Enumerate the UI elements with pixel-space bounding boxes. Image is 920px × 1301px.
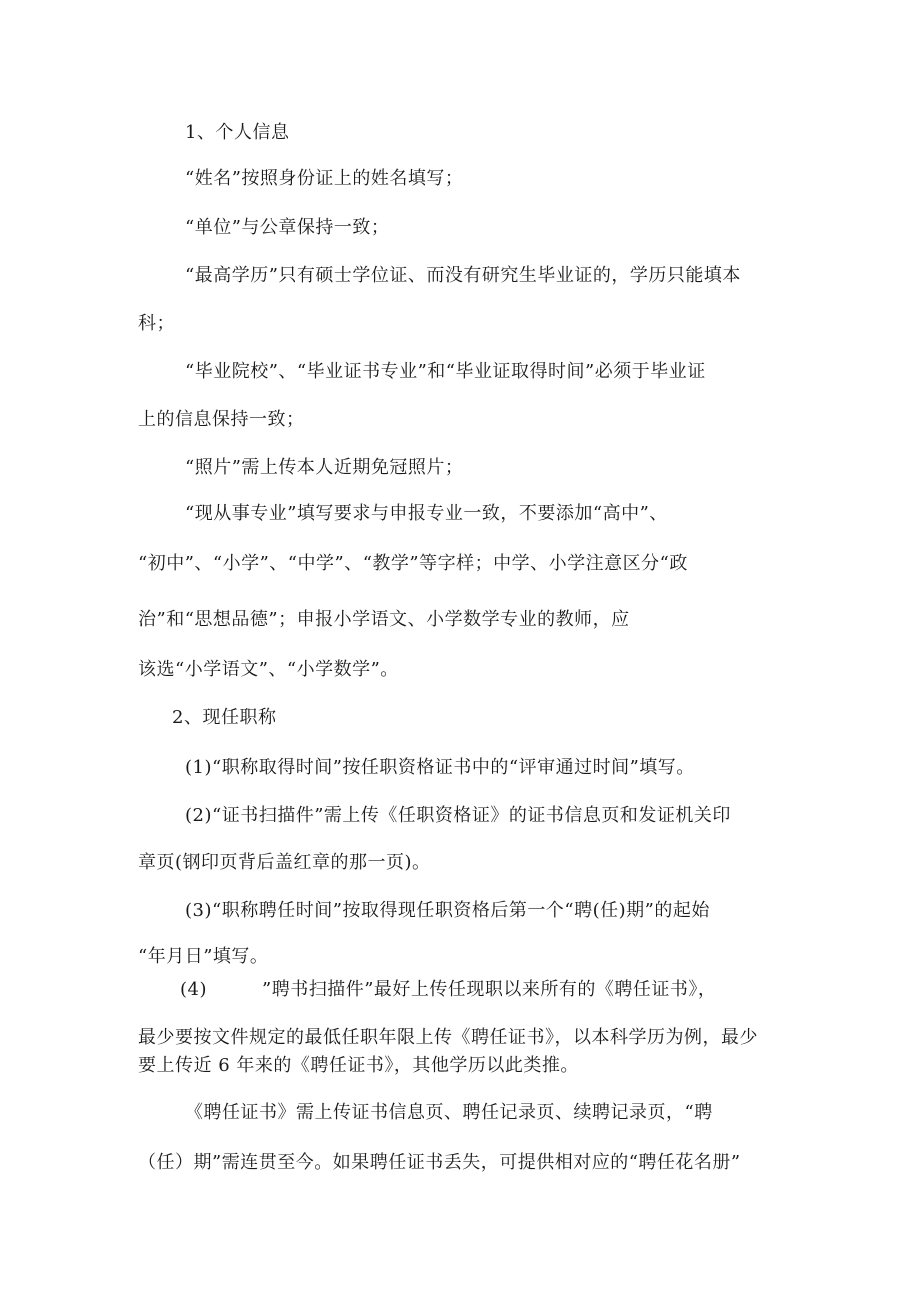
paragraph-major-line1: “现从事专业”填写要求与申报专业一致，不要添加“高中”、 — [185, 503, 668, 524]
item-appoint-time-line1: (3)“职称聘任时间”按取得现任职资格后第一个“聘(任)期”的起始 — [185, 900, 710, 921]
item-certificate-line1: ”聘书扫描件”最好上传任现职以来所有的《聘任证书》， — [262, 979, 717, 1000]
item-number-4: (4) — [180, 979, 207, 1000]
paragraph-certificate-pages-line1: 《聘任证书》需上传证书信息页、聘任记录页、续聘记录页，“聘 — [185, 1102, 713, 1123]
item-certificate-line2: 最少要按文件规定的最低任职年限上传《聘任证书》，以本科学历为例，最少 — [138, 1027, 758, 1048]
paragraph-certificate-pages-line2: （任）期”需连贯至今。如果聘任证书丢失，可提供相对应的“聘任花名册” — [138, 1152, 741, 1173]
paragraph-education-line1: “最高学历”只有硕士学位证、而没有研究生毕业证的，学历只能填本 — [185, 265, 741, 286]
paragraph-major-line4: 该选“小学语文”、“小学数学”。 — [138, 659, 399, 680]
item-scan-line1: (2)“证书扫描件”需上传《任职资格证》的证书信息页和发证机关印 — [185, 805, 731, 826]
paragraph-school-line1: “毕业院校”、“毕业证书专业”和“毕业证取得时间”必须于毕业证 — [185, 361, 706, 382]
paragraph-major-line2: “初中”、“小学”、“中学”、“教学”等字样；中学、小学注意区分“政 — [138, 553, 688, 574]
section-heading-personal-info: 1、个人信息 — [185, 122, 290, 143]
section-heading-current-title: 2、现任职称 — [172, 707, 277, 728]
paragraph-photo: “照片”需上传本人近期免冠照片； — [185, 457, 464, 478]
item-certificate-line3: 要上传近 6 年来的《聘任证书》，其他学历以此类推。 — [138, 1055, 579, 1076]
paragraph-education-line2: 科； — [138, 313, 175, 334]
item-scan-line2: 章页(钢印页背后盖红章的那一页)。 — [138, 852, 431, 873]
item-title-time: (1)“职称取得时间”按任职资格证书中的“评审通过时间”填写。 — [185, 757, 695, 778]
paragraph-name: “姓名”按照身份证上的姓名填写； — [185, 168, 464, 189]
paragraph-unit: “单位”与公章保持一致； — [185, 217, 390, 238]
paragraph-school-line2: 上的信息保持一致； — [138, 409, 305, 430]
item-appoint-time-line2: “年月日”填写。 — [138, 946, 269, 967]
paragraph-major-line3: 治”和“思想品德”；申报小学语文、小学数学专业的教师，应 — [138, 609, 630, 630]
